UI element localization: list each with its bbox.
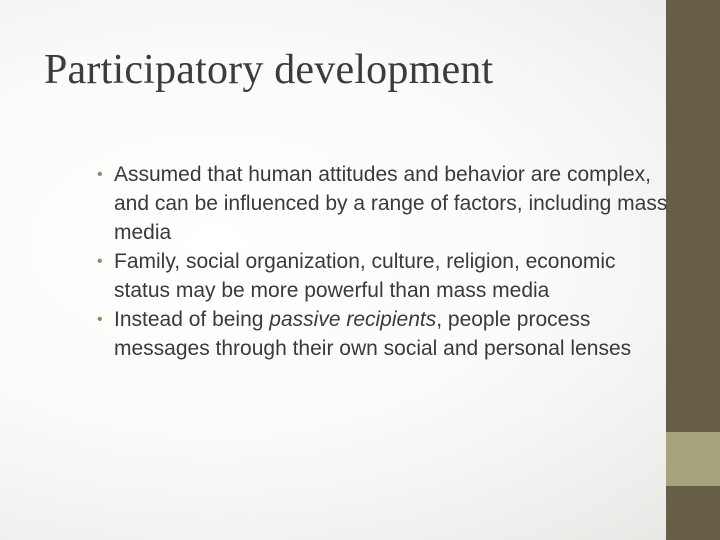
bullet-item-1 xyxy=(97,160,671,247)
bullet-item-3 xyxy=(97,305,671,363)
bullet-text-3-emphasis: passive recipients xyxy=(269,308,437,331)
bullet-dot-icon: • xyxy=(97,166,103,183)
bullet-text-1: Assumed that human attitudes and behavior are complex, and can be influenced by a range of factors, including mass media xyxy=(114,163,668,244)
bullet-text-3-before: Instead of being xyxy=(114,308,270,331)
bullet-item-2 xyxy=(97,247,671,305)
slide-title: Participatory development xyxy=(44,47,494,93)
bullet-text-2: Family, social organization, culture, religion, economic status may be more powerful than mass media xyxy=(114,250,616,302)
bullet-dot-icon: • xyxy=(97,311,103,328)
decorative-sidebar-accent xyxy=(666,432,720,486)
bullet-list xyxy=(97,160,671,363)
bullet-dot-icon: • xyxy=(97,253,103,270)
bullet-text-3-after: , people process messages through their own social and personal lenses xyxy=(114,308,632,360)
